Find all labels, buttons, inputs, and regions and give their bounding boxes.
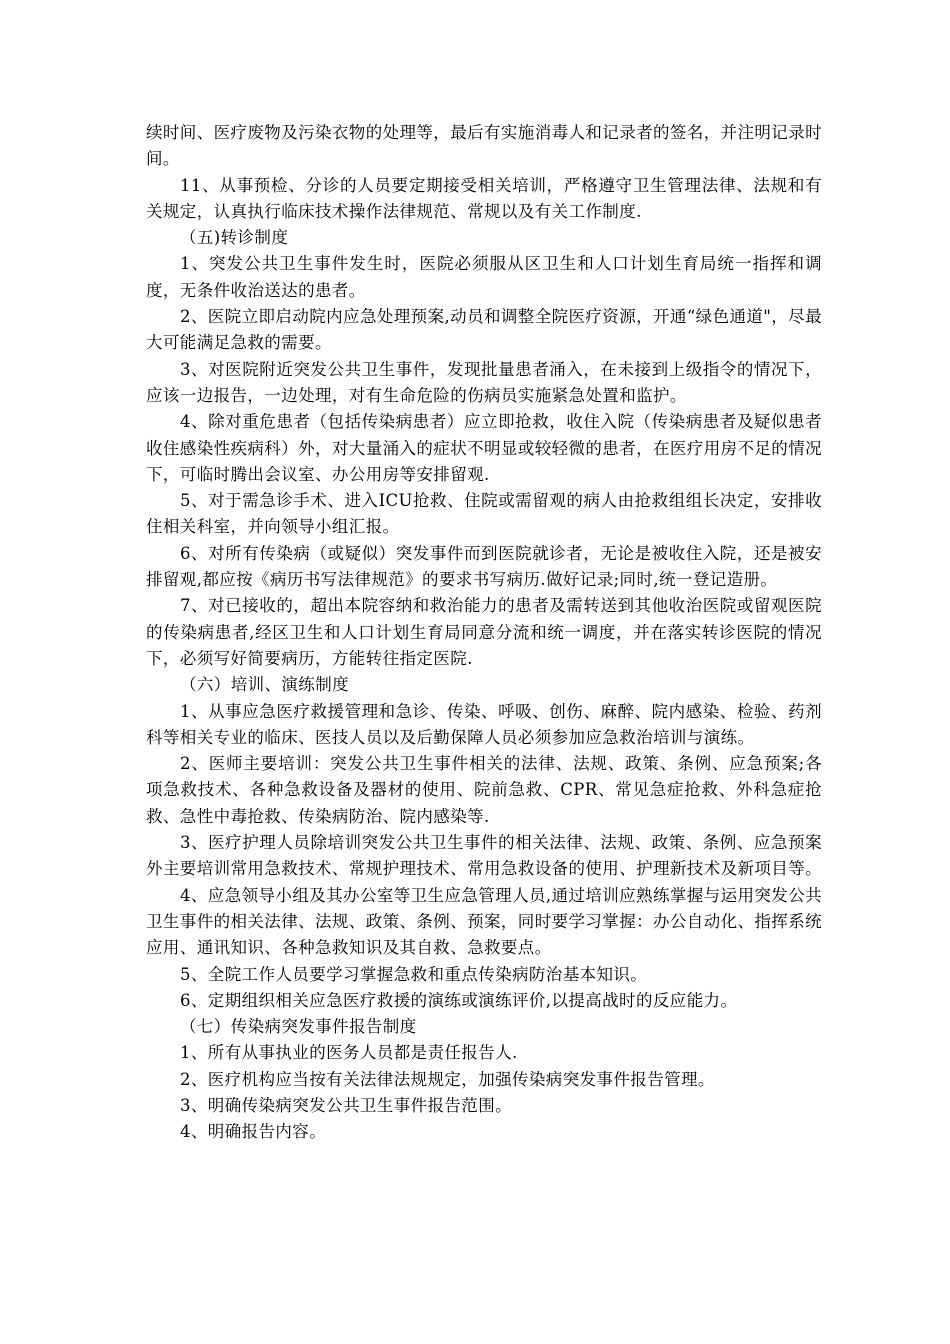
paragraph-reporting-3: 3、明确传染病突发公共卫生事件报告范围。: [180, 1095, 512, 1115]
paragraph-reporting-4: 4、明确报告内容。: [180, 1122, 327, 1142]
paragraph-reporting-1: 1、所有从事执业的医务人员都是责任报告人.: [180, 1043, 518, 1063]
paragraph-training-3: 3、医疗护理人员除培训突发公共卫生事件的相关法律、法规、政策、条例、应急预案外主要培训常用急救技术、常规护理技术、常用急救设备的使用、护理新技术及新项目等。: [146, 833, 822, 879]
paragraph-referral-6: 6、对所有传染病（或疑似）突发事件而到医院就诊者，无论是被收住入院，还是被安排留观,都应按《病历书写法律规范》的要求书写病历.做好记录;同时,统一登记造册。: [146, 543, 822, 590]
paragraph-referral-4: 4、除对重危患者（包括传染病患者）应立即抢救，收住入院（传染病患者及疑似患者收住感染性疾病科）外，对大量涌入的症状不明显或较轻微的患者，在医疗用房不足的情况下，可临时腾出会议室、办公用房等安排留观.: [146, 412, 822, 484]
paragraph-reporting-2: 2、医疗机构应当按有关法律法规规定，加强传染病突发事件报告管理。: [180, 1069, 715, 1089]
document-body: [146, 120, 822, 1146]
paragraph-training-2: 2、医师主要培训：突发公共卫生事件相关的法律、法规、政策、条例、应急预案;各项急救技术、各种急救设备及器材的使用、院前急救、CPR、常见急症抢救、外科急症抢救、急性中毒抢救、传染病防治、院内感染等.: [146, 754, 822, 826]
paragraph-training-4: 4、应急领导小组及其办公室等卫生应急管理人员,通过培训应熟练掌握与运用突发公共卫生事件的相关法律、法规、政策、条例、预案，同时要学习掌握：办公自动化、指挥系统应用、通讯知识、各种急救知识及其自救、急救要点。: [146, 885, 822, 958]
paragraph-training-1: 1、从事应急医疗救援管理和急诊、传染、呼吸、创伤、麻醉、院内感染、检验、药剂科等相关专业的临床、医技人员以及后勤保障人员必须参加应急救治培训与演练。: [146, 701, 822, 747]
paragraph-referral-3: 3、对医院附近突发公共卫生事件，发现批量患者涌入，在未接到上级指令的情况下，应该一边报告，一边处理，对有生命危险的伤病员实施紧急处置和监护。: [146, 359, 822, 405]
paragraph-continuation: 续时间、医疗废物及污染衣物的处理等，最后有实施消毒人和记录者的签名，并注明记录时间。: [146, 123, 822, 169]
paragraph-training-5: 5、全院工作人员要学习掌握急救和重点传染病防治基本知识。: [180, 964, 648, 984]
section-heading-reporting: （七）传染病突发事件报告制度: [180, 1017, 417, 1037]
paragraph-training-6: 6、定期组织相关应急医疗救援的演练或演练评价,以提高战时的反应能力。: [180, 990, 738, 1010]
paragraph-referral-5: 5、对于需急诊手术、进入ICU抢救、住院或需留观的病人由抢救组组长决定，安排收住相关科室，并向领导小组汇报。: [146, 491, 822, 537]
paragraph-item-11: 11、从事预检、分诊的人员要定期接受相关培训，严格遵守卫生管理法律、法规和有关规定，认真执行临床技术操作法律规范、常规以及有关工作制度.: [146, 175, 822, 221]
section-heading-training: （六）培训、演练制度: [180, 675, 349, 695]
paragraph-referral-2: 2、医院立即启动院内应急处理预案,动员和调整全院医疗资源，开通“绿色通道"，尽最大可能满足急救的需要。: [146, 307, 822, 353]
paragraph-referral-1: 1、突发公共卫生事件发生时，医院必须服从区卫生和人口计划生育局统一指挥和调度，无条件收治送达的患者。: [146, 254, 822, 300]
section-heading-referral: （五)转诊制度: [180, 228, 289, 248]
paragraph-referral-7: 7、对已接收的，超出本院容纳和救治能力的患者及需转送到其他收治医院或留观医院的传染病患者,经区卫生和人口计划生育局同意分流和统一调度，并在落实转诊医院的情况下，必须写好简要病历，方能转往指定医院.: [146, 596, 822, 668]
